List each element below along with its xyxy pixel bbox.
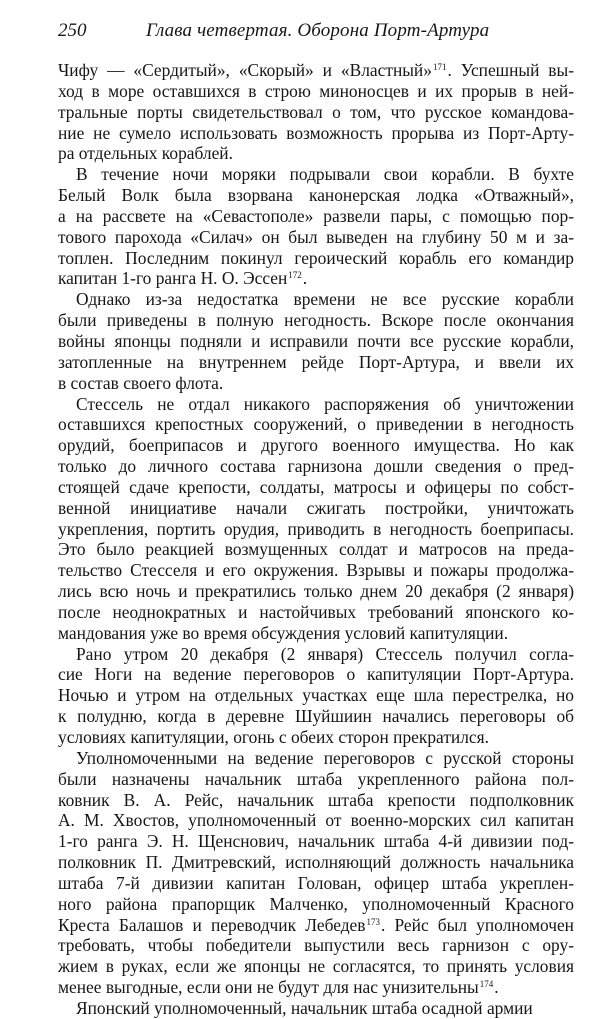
text-line [58, 331, 574, 352]
line-text: штаба 7-й дивизии капитан Голован, офицер штаба укреплен- [58, 872, 574, 893]
text-line [58, 102, 574, 123]
line-text: тельство Стесселя и его окружения. Взрывы и пожары продолжа- [58, 560, 574, 581]
text-line [58, 268, 574, 289]
line-text: стоящей сдаче крепости, солдаты, матросы и офицеры по собст- [58, 476, 574, 497]
line-text: ход в море оставшихся в строю миноносцев и их прорыв в ней- [58, 80, 574, 101]
line-text: затопленные на внутреннем рейде Порт-Артура, и ввели их [58, 351, 574, 372]
text-line [58, 456, 574, 477]
line-text: лись всю ночь и прекратились только днем 20 декабря (2 января) [58, 581, 574, 602]
text-line [58, 915, 574, 936]
footnote-ref: 172 [288, 270, 302, 281]
line-text: ного района прапорщик Малченко, уполномоченный Красного [58, 893, 574, 914]
text-line [58, 748, 574, 769]
text-line [58, 248, 574, 269]
text-line [58, 164, 574, 185]
line-text: только до личного состава гарнизона дошли сведения о пред- [58, 456, 574, 477]
paragraph [58, 164, 574, 289]
line-text-tail: . Рейс был уполномочен [380, 914, 574, 935]
line-text: 1-го ранга Э. Н. Щенснович, начальник штаба 4-й дивизии под- [58, 831, 574, 852]
running-title: Глава четвертая. Оборона Порт-Артура [146, 20, 490, 41]
line-text: а на рассвете на «Севастополе» развели пары, с помощью пор- [58, 205, 574, 226]
text-line [58, 810, 574, 831]
line-text: условиях капитуляции, огонь с обеих сторон прекратился. [58, 727, 489, 747]
text-line [58, 60, 574, 81]
line-text: Уполномоченными на ведение переговоров с русской стороны [76, 747, 574, 768]
line-text: ние не сумело использовать возможность прорыва из Порт-Арту- [58, 122, 574, 143]
footnote-ref: 174 [479, 979, 494, 990]
paragraph [58, 998, 574, 1019]
text-line [58, 81, 574, 102]
line-text: тральные порты свидетельствовал о том, что русское командова- [58, 101, 574, 122]
text-line [58, 977, 574, 998]
line-text: Стессель не отдал никакого распоряжения об уничтожении [76, 393, 574, 414]
line-text: А. М. Хвостов, уполномоченный от военно-морских сил капитан [58, 810, 574, 831]
line-text: укрепления, портить орудия, приводить в негодность боеприпасы. [58, 518, 574, 539]
text-line [58, 435, 574, 456]
line-text: В течение ночи моряки подрывали свои корабли. В бухте [76, 164, 574, 185]
text-line [58, 289, 574, 310]
line-text: войны японцы подняли и исправили почти все русские корабли, [58, 330, 574, 351]
text-line [58, 581, 574, 602]
text-line [58, 644, 574, 665]
text-line [58, 227, 574, 248]
paragraph [58, 644, 574, 748]
text-line [58, 894, 574, 915]
line-text: Чифу — «Сердитый», «Скорый» и «Властный» [58, 60, 432, 80]
line-text: топлен. Последним покинул героический корабль его командир [58, 247, 574, 268]
text-line [58, 623, 574, 644]
paragraph [58, 394, 574, 644]
text-line [58, 727, 574, 748]
line-text-tail: . [302, 268, 308, 289]
text-line [58, 685, 574, 706]
text-line [58, 185, 574, 206]
line-text: Японский уполномоченный, начальник штаба осадной армии [76, 997, 533, 1018]
line-text: оставшихся крепостных сооружений, о приведении в негодность [58, 414, 574, 435]
line-text: к полудню, когда в деревне Шуйшиин начались переговоры об [58, 706, 574, 727]
text-line [58, 310, 574, 331]
text-line [58, 519, 574, 540]
line-text: были приведены в полную негодность. Вскоре после окончания [58, 310, 574, 331]
text-line [58, 560, 574, 581]
text-line [58, 206, 574, 227]
text-line [58, 539, 574, 560]
line-text: в состав своего флота. [58, 372, 224, 393]
line-text: после неоднократных и настойчивых требований японского ко- [58, 601, 574, 622]
line-text: менее выгодные, если они не будут для нас унизительны [58, 977, 479, 998]
line-text: полковник П. Дмитревский, исполняющий должность начальника [58, 852, 574, 873]
line-text: ковник В. А. Рейс, начальник штаба крепости подполковник [58, 789, 574, 810]
line-text-tail: . Успешный вы- [447, 60, 574, 80]
line-text: тового парохода «Силач» он был выведен на глубину 50 м и за- [58, 226, 574, 247]
footnote-ref: 173 [366, 916, 380, 927]
line-text: Рано утром 20 декабря (2 января) Стессель получил согла- [76, 643, 574, 664]
text-line [58, 477, 574, 498]
text-line [58, 956, 574, 977]
running-header [58, 16, 574, 46]
paragraph [58, 60, 574, 164]
line-text: Ночью и утром на отдельных участках еще шла перестрелка, но [58, 685, 574, 706]
line-text-tail: . [494, 977, 499, 998]
paragraph [58, 289, 574, 393]
line-text: сие Ноги на ведение переговоров о капитуляции Порт-Артура. [58, 664, 574, 685]
page-number: 250 [58, 20, 87, 41]
text-line [58, 498, 574, 519]
text-line [58, 831, 574, 852]
line-text: были назначены начальник штаба укрепленного района пол- [58, 768, 574, 789]
text-line [58, 769, 574, 790]
text-line [58, 602, 574, 623]
text-line [58, 123, 574, 144]
paragraph [58, 748, 574, 998]
text-line [58, 998, 574, 1019]
line-text: Это было реакцией возмущенных солдат и матросов на преда- [58, 539, 574, 560]
text-line [58, 706, 574, 727]
line-text: орудий, боеприпасов и другого военного имущества. Но как [58, 435, 574, 456]
line-text: жием в руках, если же японцы не согласятся, то принять условия [58, 956, 574, 977]
line-text: требовать, чтобы победители выпустили весь гарнизон с ору- [58, 935, 574, 956]
line-text: Однако из-за недостатка времени не все русские корабли [76, 289, 574, 310]
line-text: Креста Балашов и переводчик Лебедев [58, 914, 366, 935]
text-line [58, 143, 574, 164]
body-text [58, 60, 574, 1019]
line-text: венной инициативе начали сжигать постройки, уничтожать [58, 497, 574, 518]
text-line [58, 373, 574, 394]
line-text: Белый Волк была взорвана канонерская лодка «Отважный», [58, 185, 574, 206]
text-line [58, 664, 574, 685]
text-line [58, 352, 574, 373]
line-text: мандования уже во время обсуждения условий капитуляции. [58, 622, 509, 643]
text-line [58, 394, 574, 415]
line-text: капитан 1-го ранга Н. О. Эссен [58, 268, 288, 289]
text-line [58, 790, 574, 811]
footnote-ref: 171 [432, 62, 447, 72]
line-text: ра отдельных кораблей. [58, 143, 233, 164]
text-line [58, 873, 574, 894]
text-line [58, 852, 574, 873]
text-line [58, 414, 574, 435]
